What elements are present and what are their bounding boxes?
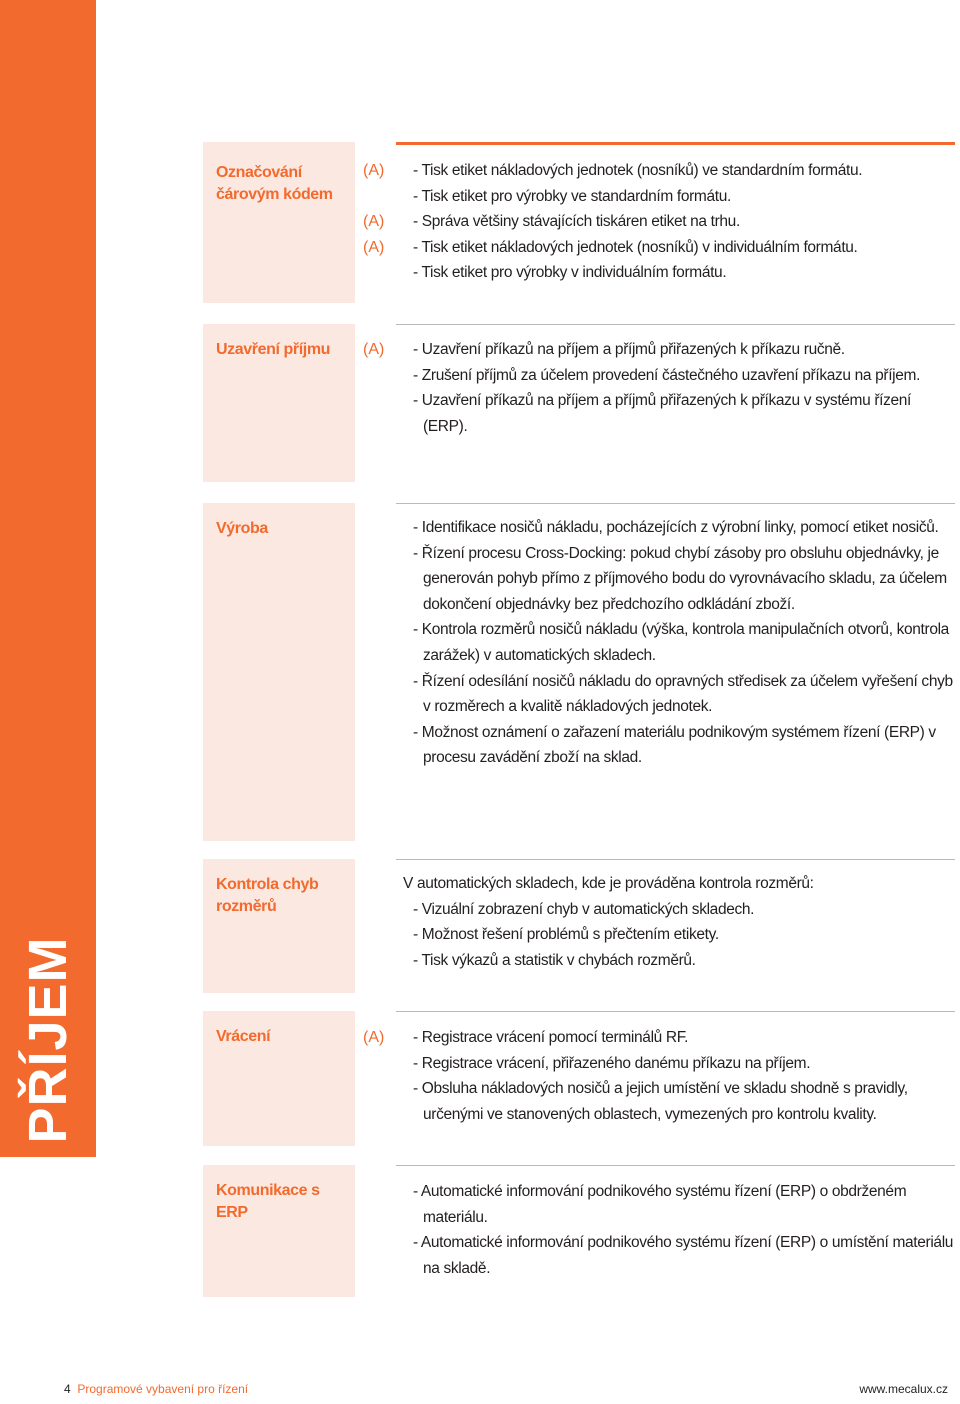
- list-item: - Uzavření příkazů na příjem a příjmů přiřazených k příkazu v systému řízení (ERP).: [413, 392, 912, 435]
- section-items: [360, 871, 955, 973]
- list-item: - Identifikace nosičů nákladu, pocházejících z výrobní linky, pomocí etiket nosičů.: [413, 519, 939, 536]
- automatic-mark: (A): [363, 162, 385, 179]
- page-number: 4: [64, 1382, 71, 1396]
- section-label-box: [203, 324, 355, 482]
- section-intro: V automatických skladech, kde je prováděna kontrola rozměrů:: [403, 875, 814, 892]
- section-items: [360, 1179, 955, 1281]
- list-item: - Tisk etiket pro výrobky v individuálním formátu.: [413, 264, 727, 282]
- section-label: Uzavření příjmu: [216, 341, 331, 358]
- list-item: - Tisk výkazů a statistik v chybách rozměrů.: [413, 951, 696, 969]
- list-item: - Obsluha nákladových nosičů a jejich umístění ve skladu shodně s pravidly, určenými ve stanovených oblastech, vymezených pro kontrolu kvality.: [413, 1080, 908, 1123]
- section-label: Označování čárovým kódem: [216, 164, 333, 203]
- list-item: (A) - Registrace vrácení pomocí terminálů RF.: [360, 1025, 955, 1051]
- automatic-mark: (A): [363, 1029, 385, 1046]
- list-item: - Možnost oznámení o zařazení materiálu podnikovým systémem řízení (ERP) v procesu zavádění zboží na sklad.: [413, 723, 936, 767]
- automatic-mark: (A): [363, 238, 385, 256]
- automatic-mark: (A): [363, 213, 385, 231]
- section-label-box: [203, 142, 355, 303]
- list-item: (A) - Tisk etiket nákladových jednotek (nosníků) ve standardním formátu.: [360, 158, 955, 184]
- list-item: (A) - Uzavření příkazů na příjem a příjmů přiřazených k příkazu ručně.: [360, 337, 955, 363]
- section-label: Vrácení: [216, 1028, 271, 1045]
- section-top-rule: [396, 142, 955, 145]
- section-items: [360, 158, 955, 286]
- footer-left: [64, 1382, 248, 1396]
- list-item: - Vizuální zobrazení chyb v automatických skladech.: [413, 900, 755, 918]
- section-top-rule: [396, 1011, 955, 1012]
- list-item: - Automatické informování podnikového systému řízení (ERP) o obdrženém materiálu.: [413, 1183, 907, 1226]
- list-item: - Registrace vrácení, přiřazeného danému příkazu na příjem.: [413, 1054, 811, 1072]
- sidebar-title: PŘÍJEM: [18, 936, 78, 1144]
- list-item: - Tisk etiket pro výrobky ve standardním formátu.: [413, 187, 731, 205]
- section-items: [360, 515, 955, 771]
- section-label-box: [203, 503, 355, 841]
- list-item: - Možnost řešení problémů s přečtením etikety.: [413, 926, 719, 944]
- section-top-rule: [396, 1165, 955, 1166]
- section-label-box: [203, 1011, 355, 1146]
- footer-section-title: Programové vybavení pro řízení: [77, 1382, 249, 1396]
- list-item: (A) - Správa většiny stávajících tiskáren etiket na trhu.: [360, 209, 955, 235]
- list-item: - Řízení procesu Cross-Docking: pokud chybí zásoby pro obsluhu objednávky, je generován pohyb přímo z příjmového bodu do vyrovnávacího skladu, za účelem dokončení objednávky bez předchozího odkládání zboží.: [413, 544, 947, 613]
- section-top-rule: [396, 859, 955, 860]
- list-item: (A) - Tisk etiket nákladových jednotek (nosníků) v individuálním formátu.: [360, 235, 955, 261]
- section-label: Komunikace s ERP: [216, 1182, 320, 1221]
- list-item: - Zrušení příjmů za účelem provedení částečného uzavření příkazu na příjem.: [413, 366, 921, 384]
- section-top-rule: [396, 503, 955, 504]
- section-label-box: [203, 859, 355, 993]
- section-items: [360, 337, 955, 439]
- list-item: - Řízení odesílání nosičů nákladu do opravných středisek za účelem vyřešení chyb v rozměrech a kvalitě nákladových jednotek.: [413, 672, 953, 716]
- section-label: Výroba: [216, 520, 268, 537]
- section-items: [360, 1025, 955, 1127]
- automatic-mark: (A): [363, 341, 385, 358]
- section-top-rule: [396, 324, 955, 325]
- list-item: - Automatické informování podnikového systému řízení (ERP) o umístění materiálu na skladě.: [413, 1234, 954, 1277]
- footer-website: www.mecalux.cz: [859, 1382, 948, 1396]
- section-label-box: [203, 1165, 355, 1297]
- list-item: - Kontrola rozměrů nosičů nákladu (výška, kontrola manipulačních otvorů, kontrola zarážek) v automatických skladech.: [413, 621, 949, 664]
- orange-sidebar: [0, 0, 96, 1157]
- section-label: Kontrola chyb rozměrů: [216, 876, 319, 915]
